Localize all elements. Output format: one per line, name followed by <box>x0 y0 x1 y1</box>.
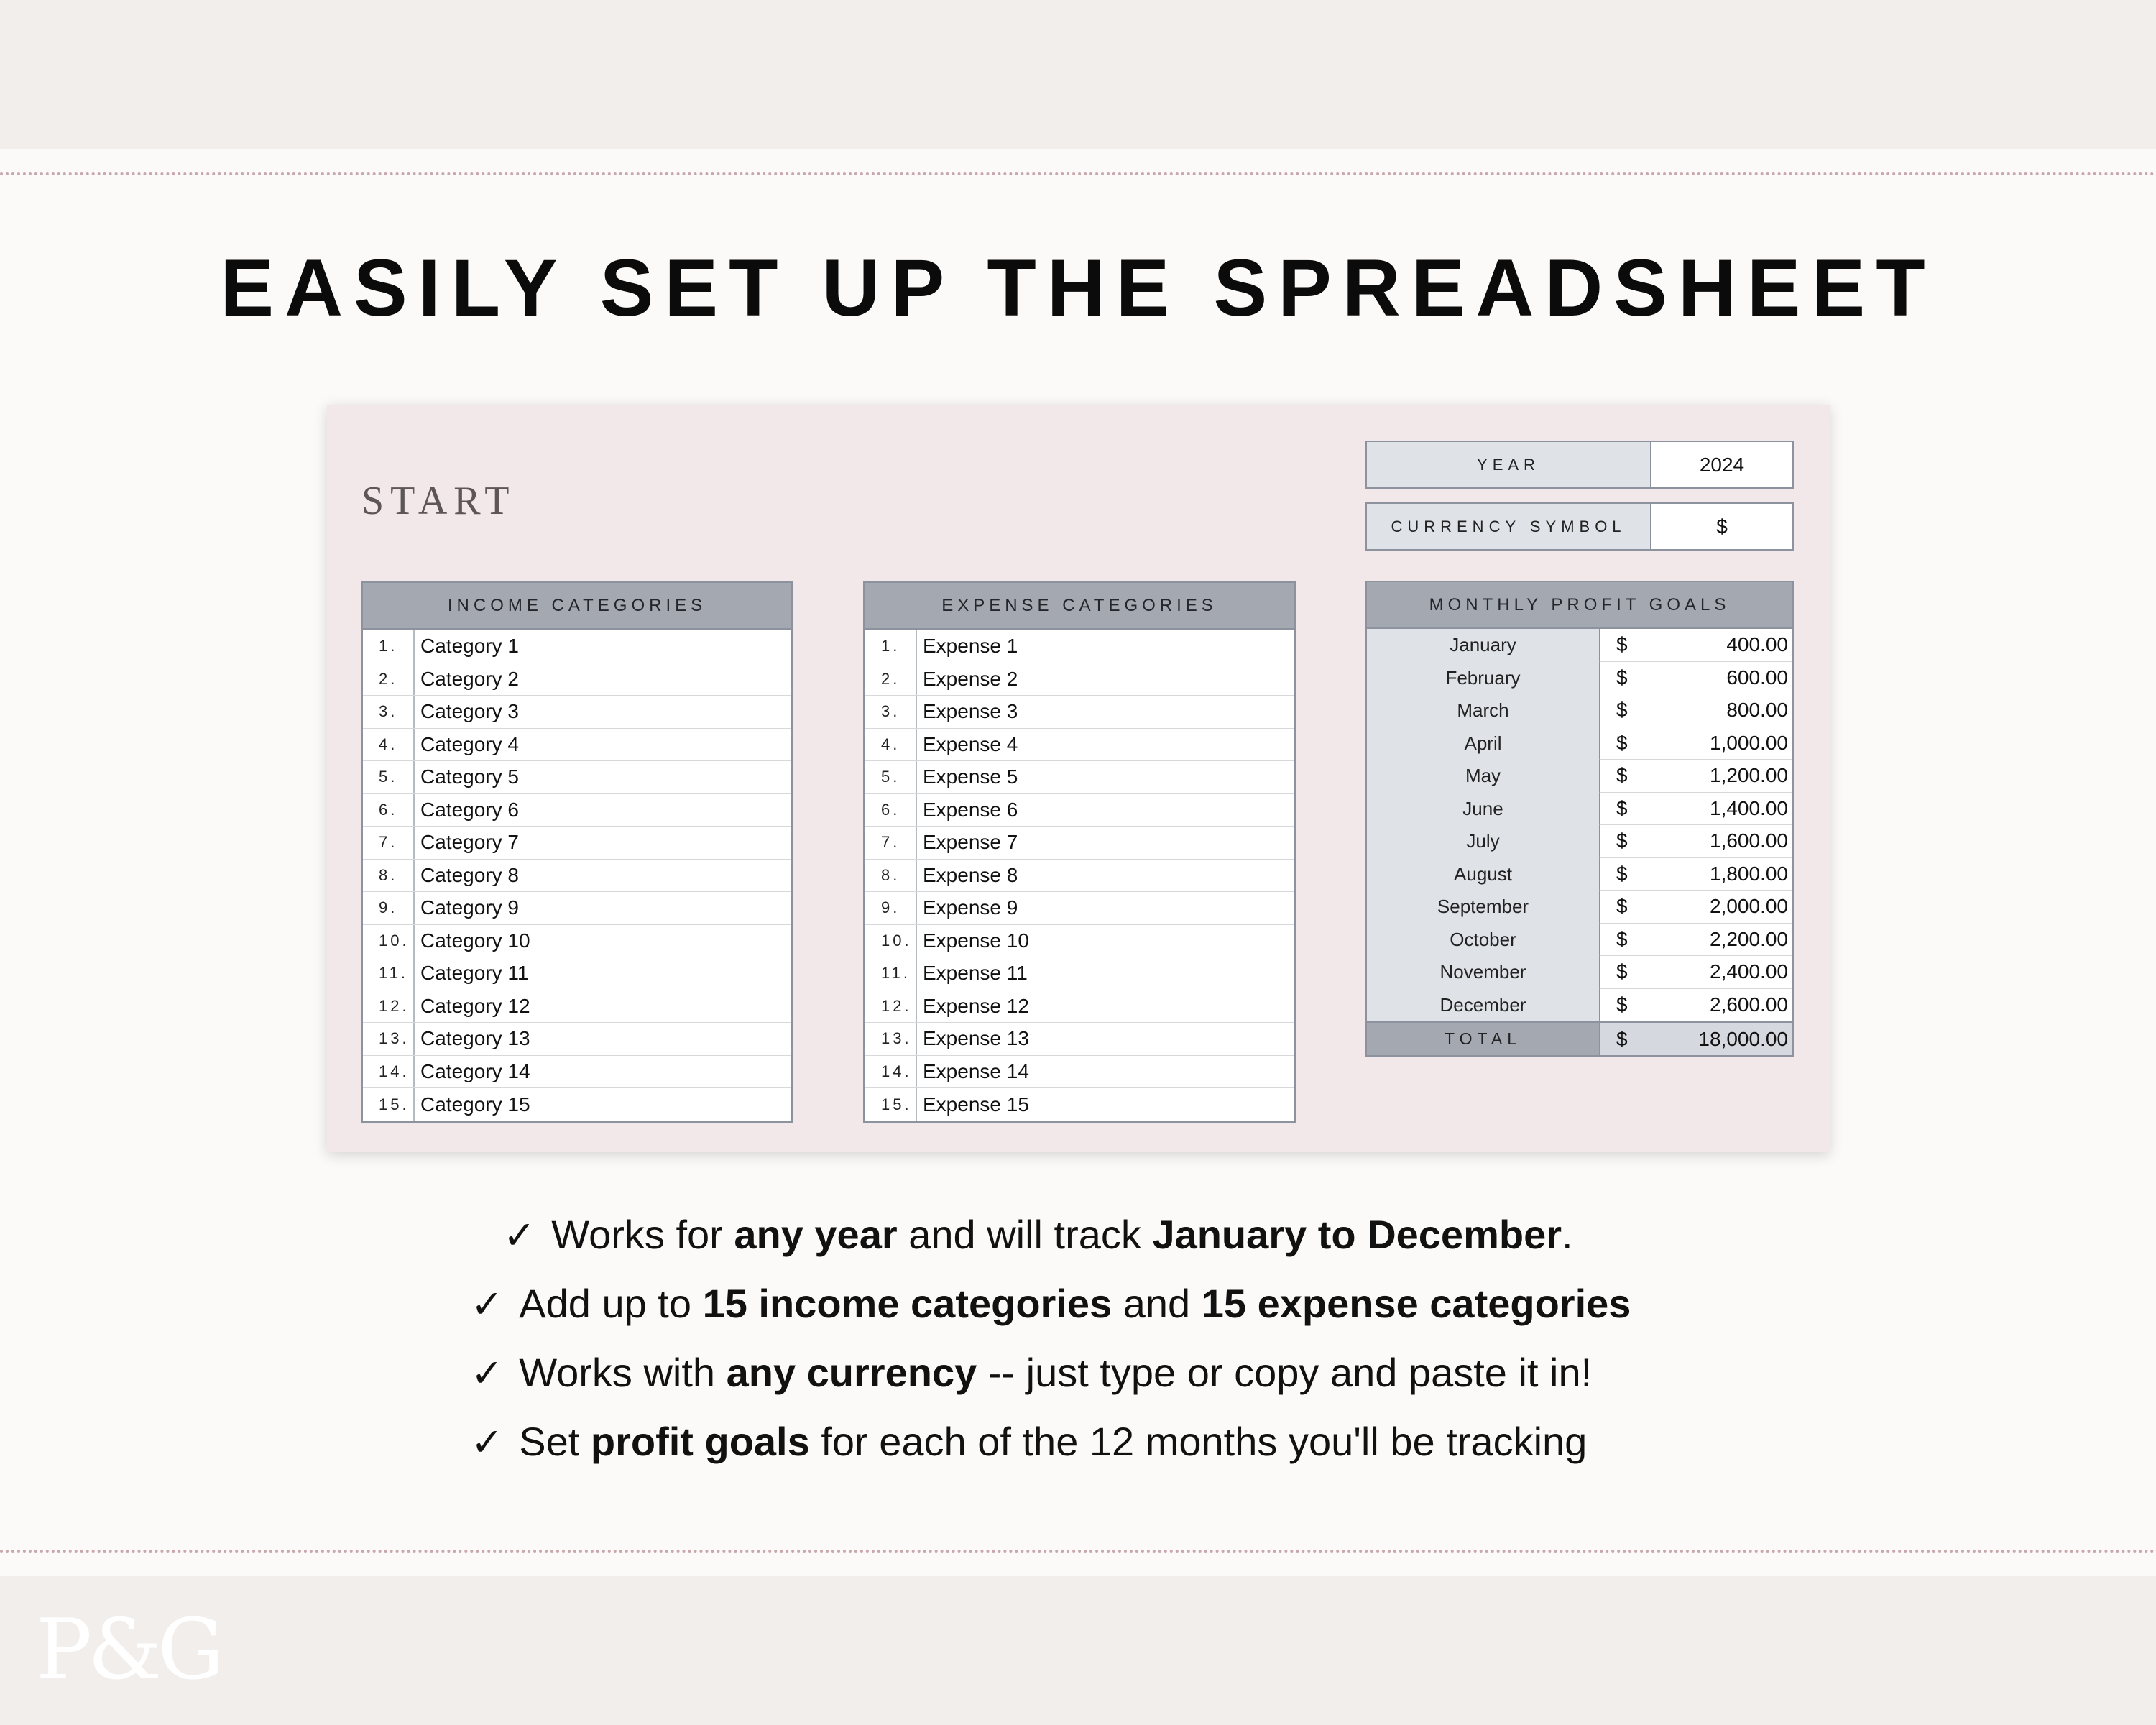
goal-amount-cell[interactable] <box>1599 760 1792 793</box>
row-number: 7. <box>865 827 917 859</box>
goal-row <box>1367 956 1792 989</box>
row-number: 13. <box>865 1023 917 1055</box>
category-name-cell[interactable]: Category 9 <box>420 896 519 919</box>
currency-symbol: $ <box>1616 699 1628 722</box>
goal-amount: 2,200.00 <box>1710 927 1788 950</box>
row-number: 8. <box>865 860 917 892</box>
category-name-cell[interactable]: Category 5 <box>420 765 519 788</box>
currency-symbol: $ <box>1616 666 1628 689</box>
row-number: 5. <box>865 761 917 794</box>
category-name-cell[interactable]: Expense 3 <box>923 700 1018 723</box>
total-label: TOTAL <box>1367 1023 1599 1055</box>
table-row <box>865 892 1294 925</box>
month-label: May <box>1465 765 1501 787</box>
goal-amount: 2,600.00 <box>1710 993 1788 1016</box>
feature-highlight: any year <box>734 1212 898 1257</box>
table-row <box>363 957 791 990</box>
goal-row <box>1367 924 1792 957</box>
table-row <box>363 925 791 958</box>
currency-label: CURRENCY SYMBOL <box>1367 504 1651 549</box>
goal-row <box>1367 891 1792 924</box>
month-label: March <box>1457 699 1509 722</box>
table-row <box>363 1023 791 1056</box>
goal-rows <box>1367 629 1792 1021</box>
feature-item <box>471 1281 1631 1326</box>
category-name-cell[interactable]: Expense 11 <box>923 962 1028 985</box>
feature-text: Works for <box>551 1212 734 1257</box>
month-label: August <box>1454 862 1512 885</box>
feature-highlight: profit goals <box>590 1419 810 1464</box>
table-row <box>865 990 1294 1024</box>
goal-row <box>1367 760 1792 793</box>
page-headline: EASILY SET UP THE SPREADSHEET <box>220 243 1936 333</box>
category-name-cell[interactable]: Expense 9 <box>923 896 1018 919</box>
category-name-cell[interactable]: Category 10 <box>420 929 530 952</box>
goal-row <box>1367 825 1792 858</box>
row-number: 11. <box>363 957 415 990</box>
row-number: 13. <box>363 1023 415 1055</box>
category-name-cell[interactable]: Expense 8 <box>923 863 1018 886</box>
category-name-cell[interactable]: Category 1 <box>420 635 519 658</box>
row-number: 10. <box>865 925 917 957</box>
category-name-cell[interactable]: Category 13 <box>420 1027 530 1050</box>
row-number: 14. <box>363 1056 415 1088</box>
category-name-cell[interactable]: Expense 7 <box>923 831 1018 854</box>
category-name-cell[interactable]: Expense 14 <box>923 1059 1029 1082</box>
feature-highlight: any currency <box>726 1350 977 1395</box>
table-row <box>363 794 791 827</box>
goal-amount-cell[interactable] <box>1599 662 1792 695</box>
goal-amount-cell[interactable] <box>1599 989 1792 1022</box>
category-name-cell[interactable]: Expense 12 <box>923 994 1029 1017</box>
row-number: 4. <box>363 729 415 761</box>
goal-amount: 2,000.00 <box>1710 895 1788 918</box>
category-name-cell[interactable]: Expense 6 <box>923 798 1018 821</box>
year-input[interactable]: 2024 <box>1651 442 1792 487</box>
row-number: 9. <box>865 892 917 924</box>
feature-text: Works with <box>519 1350 727 1395</box>
goal-amount-cell[interactable] <box>1599 891 1792 924</box>
table-row <box>363 761 791 794</box>
category-name-cell[interactable]: Category 6 <box>420 798 519 821</box>
top-dotted-divider <box>0 172 2156 175</box>
profit-goals-table <box>1365 581 1794 1057</box>
category-name-cell[interactable]: Category 11 <box>420 962 529 985</box>
row-number: 2. <box>865 663 917 696</box>
goal-row <box>1367 858 1792 891</box>
currency-symbol: $ <box>1616 796 1628 819</box>
expense-table-header: EXPENSE CATEGORIES <box>865 583 1294 630</box>
row-number: 5. <box>363 761 415 794</box>
category-name-cell[interactable]: Category 14 <box>420 1059 530 1082</box>
goal-row <box>1367 727 1792 760</box>
table-row <box>865 663 1294 696</box>
feature-item <box>471 1419 1588 1464</box>
goal-amount-cell[interactable] <box>1599 924 1792 957</box>
table-row <box>865 925 1294 958</box>
row-number: 15. <box>865 1088 917 1121</box>
goal-amount: 1,200.00 <box>1710 764 1788 787</box>
goal-amount-cell[interactable] <box>1599 825 1792 858</box>
category-name-cell[interactable]: Expense 2 <box>923 667 1018 690</box>
goal-amount: 400.00 <box>1726 633 1788 656</box>
month-label: December <box>1439 993 1526 1016</box>
row-number: 3. <box>363 696 415 728</box>
month-label: July <box>1466 830 1500 852</box>
row-number: 15. <box>363 1088 415 1121</box>
row-number: 1. <box>865 630 917 663</box>
table-row <box>363 860 791 893</box>
expense-rows <box>865 630 1294 1121</box>
goal-amount-cell[interactable] <box>1599 629 1792 662</box>
profit-goals-header: MONTHLY PROFIT GOALS <box>1367 582 1792 629</box>
table-row <box>865 1023 1294 1056</box>
goal-amount-cell[interactable] <box>1599 793 1792 826</box>
currency-symbol: $ <box>1616 862 1628 885</box>
month-label: October <box>1450 928 1516 950</box>
feature-text: and will track <box>897 1212 1153 1257</box>
income-categories-table <box>361 581 793 1123</box>
category-name-cell[interactable]: Category 3 <box>420 700 519 723</box>
table-row <box>865 794 1294 827</box>
checkmark-icon: ✓ <box>471 1421 504 1464</box>
category-name-cell[interactable]: Category 7 <box>420 831 519 854</box>
table-row <box>363 990 791 1024</box>
feature-text: and <box>1112 1281 1202 1326</box>
table-row <box>363 630 791 663</box>
row-number: 6. <box>865 794 917 827</box>
goal-amount: 1,800.00 <box>1710 862 1788 885</box>
sheet-title: START <box>361 479 516 523</box>
goal-row <box>1367 629 1792 662</box>
month-label: November <box>1439 961 1526 983</box>
income-table-header: INCOME CATEGORIES <box>363 583 791 630</box>
category-name-cell[interactable]: Category 12 <box>420 994 530 1017</box>
currency-symbol: $ <box>1616 764 1628 787</box>
feature-text: Set <box>519 1419 591 1464</box>
total-value-cell <box>1599 1023 1792 1055</box>
currency-symbol: $ <box>1616 731 1628 754</box>
income-rows <box>363 630 791 1121</box>
total-amount: 18,000.00 <box>1698 1027 1788 1050</box>
table-row <box>363 729 791 762</box>
currency-symbol: $ <box>1616 1027 1628 1050</box>
category-name-cell[interactable]: Expense 1 <box>923 635 1018 658</box>
category-name-cell[interactable]: Expense 5 <box>923 765 1018 788</box>
goal-amount-cell[interactable] <box>1599 727 1792 760</box>
row-number: 2. <box>363 663 415 696</box>
row-number: 7. <box>363 827 415 859</box>
table-row <box>363 696 791 729</box>
category-name-cell[interactable]: Category 8 <box>420 863 519 886</box>
goal-amount: 1,000.00 <box>1710 731 1788 754</box>
expense-categories-table <box>863 581 1296 1123</box>
checkmark-icon: ✓ <box>471 1283 504 1326</box>
currency-symbol: $ <box>1616 633 1628 656</box>
feature-highlight: 15 income categories <box>702 1281 1112 1326</box>
top-band <box>0 0 2156 149</box>
table-row <box>363 1088 791 1121</box>
feature-highlight: 15 expense categories <box>1201 1281 1631 1326</box>
goal-amount: 600.00 <box>1726 666 1788 689</box>
currency-symbol: $ <box>1616 993 1628 1016</box>
feature-text: for each of the 12 months you'll be tracking <box>809 1419 1588 1464</box>
month-label: September <box>1437 896 1529 918</box>
bottom-dotted-divider <box>0 1550 2156 1552</box>
goal-amount: 1,400.00 <box>1710 796 1788 819</box>
category-name-cell[interactable]: Category 15 <box>420 1092 530 1116</box>
goal-amount-cell[interactable] <box>1599 694 1792 727</box>
table-row <box>865 957 1294 990</box>
row-number: 1. <box>363 630 415 663</box>
currency-symbol: $ <box>1616 927 1628 950</box>
category-name-cell[interactable]: Expense 10 <box>923 929 1029 952</box>
goal-amount: 800.00 <box>1726 699 1788 722</box>
category-name-cell[interactable]: Expense 13 <box>923 1027 1029 1050</box>
table-row <box>865 761 1294 794</box>
table-row <box>865 827 1294 860</box>
currency-input[interactable]: $ <box>1651 504 1792 549</box>
currency-setting <box>1365 502 1794 551</box>
table-row <box>865 630 1294 663</box>
category-name-cell[interactable]: Category 2 <box>420 667 519 690</box>
row-number: 12. <box>865 990 917 1023</box>
row-number: 12. <box>363 990 415 1023</box>
bottom-band <box>0 1576 2156 1725</box>
table-row <box>865 729 1294 762</box>
month-label: June <box>1462 797 1503 819</box>
feature-text: . <box>1562 1212 1573 1257</box>
currency-symbol: $ <box>1616 895 1628 918</box>
goal-amount-cell[interactable] <box>1599 956 1792 989</box>
category-name-cell[interactable]: Expense 15 <box>923 1092 1029 1116</box>
goal-amount: 1,600.00 <box>1710 829 1788 852</box>
table-row <box>363 663 791 696</box>
table-row <box>865 696 1294 729</box>
feature-text: -- just type or copy and paste it in! <box>977 1350 1593 1395</box>
table-row <box>363 827 791 860</box>
category-name-cell[interactable]: Expense 4 <box>923 732 1018 755</box>
goal-row <box>1367 662 1792 695</box>
spreadsheet-preview <box>327 405 1830 1152</box>
table-row <box>865 1088 1294 1121</box>
brand-logo: P&G <box>36 1601 220 1698</box>
month-label: January <box>1450 634 1516 656</box>
feature-text: Add up to <box>519 1281 703 1326</box>
month-label: April <box>1464 732 1502 754</box>
goal-amount-cell[interactable] <box>1599 858 1792 891</box>
month-label: February <box>1445 666 1521 689</box>
goal-amount: 2,400.00 <box>1710 960 1788 983</box>
goal-row <box>1367 694 1792 727</box>
year-label: YEAR <box>1367 442 1651 487</box>
row-number: 10. <box>363 925 415 957</box>
year-setting <box>1365 441 1794 489</box>
table-row <box>865 1056 1294 1089</box>
row-number: 14. <box>865 1056 917 1088</box>
row-number: 6. <box>363 794 415 827</box>
row-number: 9. <box>363 892 415 924</box>
checkmark-icon: ✓ <box>471 1352 504 1395</box>
table-row <box>363 1056 791 1089</box>
feature-item <box>471 1350 1593 1395</box>
category-name-cell[interactable]: Category 4 <box>420 732 519 755</box>
feature-item <box>503 1212 1573 1257</box>
goals-total-row <box>1367 1021 1792 1055</box>
row-number: 11. <box>865 957 917 990</box>
table-row <box>865 860 1294 893</box>
goal-row <box>1367 989 1792 1022</box>
currency-symbol: $ <box>1616 960 1628 983</box>
row-number: 3. <box>865 696 917 728</box>
row-number: 8. <box>363 860 415 892</box>
goal-row <box>1367 793 1792 826</box>
feature-highlight: January to December <box>1152 1212 1562 1257</box>
row-number: 4. <box>865 729 917 761</box>
checkmark-icon: ✓ <box>503 1214 536 1257</box>
currency-symbol: $ <box>1616 829 1628 852</box>
table-row <box>363 892 791 925</box>
